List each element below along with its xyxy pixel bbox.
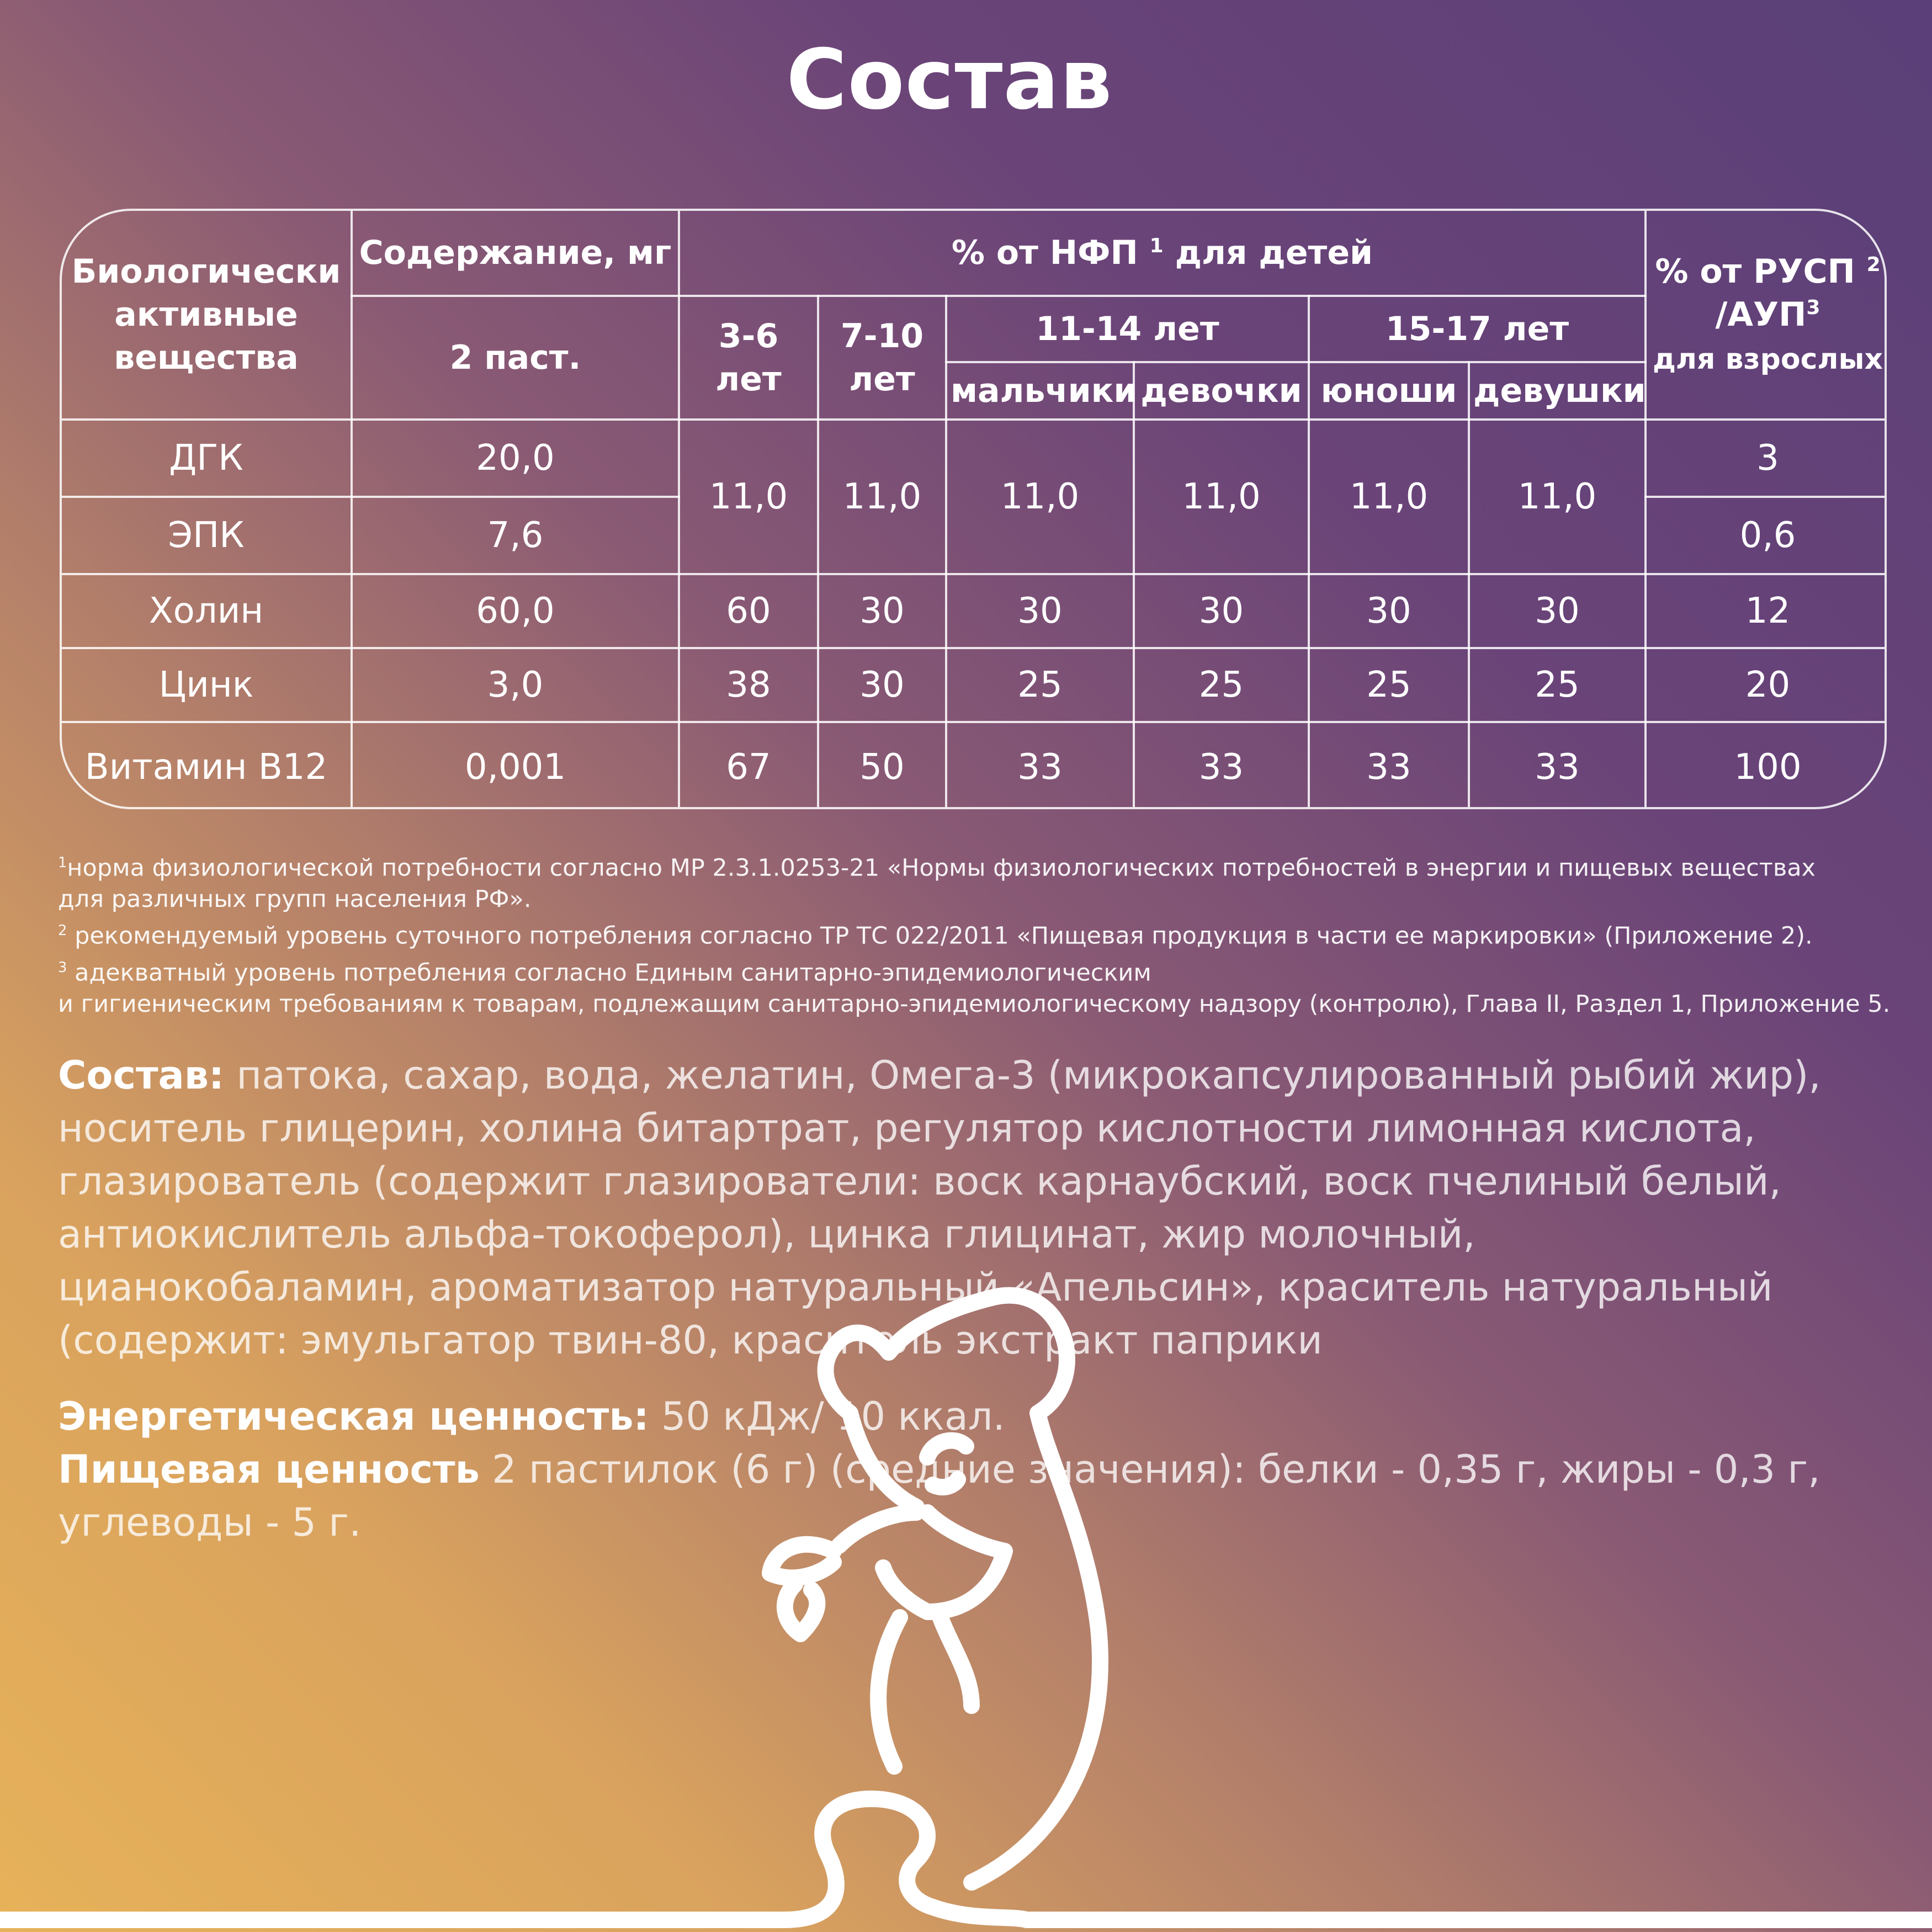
header-girls: девочки — [1134, 362, 1309, 420]
header-age-7-10: 7-10 лет — [818, 296, 946, 420]
row-youths: 25 — [1309, 648, 1469, 722]
omega-c710: 11,0 — [818, 420, 946, 574]
row-name: Цинк — [62, 648, 352, 722]
footnote-1: $^1$норма физиологической потребности согласно МР 2.3.1.0253-21 «Нормы физиологических потребностей в энергии и пищевых веществах — [58, 854, 1816, 882]
header-content: Содержание, мг — [352, 211, 679, 296]
row-adult: 100 — [1646, 722, 1887, 809]
header-substances: Биологически активные вещества — [62, 211, 352, 420]
row-name: Холин — [62, 574, 352, 648]
row-name: ЭПК — [62, 497, 352, 574]
header-content-sub: 2 паст. — [352, 296, 679, 420]
row-c710: 30 — [818, 574, 946, 648]
row-name: Витамин В12 — [62, 722, 352, 809]
row-adult: 20 — [1646, 648, 1887, 722]
row-youths: 33 — [1309, 722, 1469, 809]
header-age-3-6: 3-6 лет — [679, 296, 818, 420]
page-title: Состав — [786, 32, 1113, 128]
row-c36: 67 — [679, 722, 818, 809]
row-young-women: 33 — [1469, 722, 1646, 809]
header-age-11-14: 11-14 лет — [946, 296, 1309, 362]
row-boys: 30 — [946, 574, 1134, 648]
header-children: % от НФП $^1$ для детей — [679, 211, 1646, 296]
header-youths: юноши — [1309, 362, 1469, 420]
row-boys: 33 — [946, 722, 1134, 809]
omega-c36: 11,0 — [679, 420, 818, 574]
footnote-2: $^2$ рекомендуемый уровень суточного потребления согласно ТР ТС 022/2011 «Пищевая продукция в части ее маркировки» (Приложение 2). — [58, 922, 1813, 950]
row-name: ДГК — [62, 420, 352, 497]
row-c710: 50 — [818, 722, 946, 809]
header-age-15-17: 15-17 лет — [1309, 296, 1646, 362]
row-young-women: 25 — [1469, 648, 1646, 722]
footnote-3: $^3$ адекватный уровень потребления согласно Единым санитарно-эпидемиологическим — [58, 958, 1151, 986]
omega-young-women: 11,0 — [1469, 420, 1646, 574]
row-adult: 3 — [1646, 420, 1887, 497]
row-adult: 12 — [1646, 574, 1887, 648]
row-girls: 30 — [1134, 574, 1309, 648]
row-content: 3,0 — [352, 648, 679, 722]
footnote-3-cont: и гигиеническим требованиям к товарам, подлежащим санитарно-эпидемиологическому надзору (контролю), Глава II, Раздел 1, Приложение 5. — [58, 990, 1891, 1018]
row-c36: 60 — [679, 574, 818, 648]
row-boys: 25 — [946, 648, 1134, 722]
composition-label: Состав: — [58, 1053, 225, 1098]
omega-girls: 11,0 — [1134, 420, 1309, 574]
row-young-women: 30 — [1469, 574, 1646, 648]
nutrition-info: Энергетическая ценность: 50 кДж/ 10 ккал. Пищевая ценность 2 пастилок (6 г) (средние значения): белки - 0,35 г, жиры - 0,3 г, углеводы - 5 г. — [58, 1390, 1869, 1549]
omega-boys: 11,0 — [946, 420, 1134, 574]
row-adult: 0,6 — [1646, 497, 1887, 574]
energy-value: Энергетическая ценность: 50 кДж/ 10 ккал. — [58, 1394, 1005, 1439]
row-girls: 25 — [1134, 648, 1309, 722]
row-youths: 30 — [1309, 574, 1469, 648]
row-content: 0,001 — [352, 722, 679, 809]
row-content: 7,6 — [352, 497, 679, 574]
composition-text: Состав: патока, сахар, вода, желатин, Омега-3 (микрокапсулированный рыбий жир), носитель глицерин, холина битартрат, регулятор кислотности лимонная кислота, глазирователь (содержит глазирователи: воск карнаубский, воск пчелиный белый, антиокислитель альфа-токоферол), цинка глицинат, жир молочный, цианокобаламин, ароматизатор натуральный «Апельсин», краситель натуральный (содержит: эмульгатор твин-80, краситель экстракт паприки — [58, 1053, 1821, 1363]
footnote-1-cont: для различных групп населения РФ». — [58, 885, 532, 914]
row-content: 20,0 — [352, 420, 679, 497]
omega-youths: 11,0 — [1309, 420, 1469, 574]
header-boys: мальчики — [946, 362, 1134, 420]
row-c36: 38 — [679, 648, 818, 722]
row-c710: 30 — [818, 648, 946, 722]
row-girls: 33 — [1134, 722, 1309, 809]
header-adults: % от РУСП $^2$ /АУП$^3$ для взрослых — [1646, 211, 1887, 420]
header-young-women: девушки — [1469, 362, 1646, 420]
nutrition-value: Пищевая ценность 2 пастилок (6 г) (средние значения): белки - 0,35 г, жиры - 0,3 г, — [58, 1447, 1820, 1492]
row-content: 60,0 — [352, 574, 679, 648]
